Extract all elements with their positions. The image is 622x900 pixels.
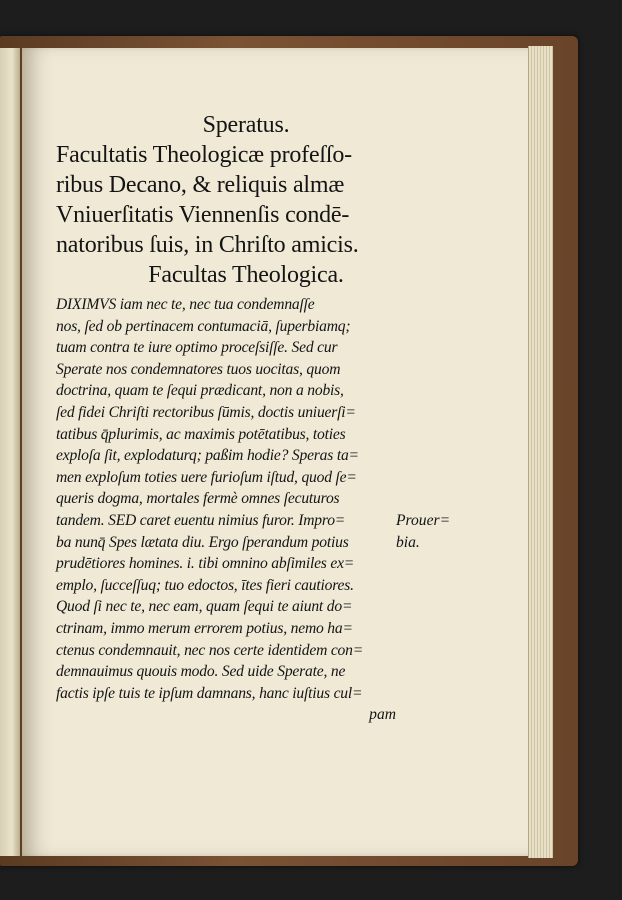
text-line: tandem. SED caret euentu nimius furor. Impro= <box>56 511 346 529</box>
page-content <box>56 110 396 726</box>
address-line: Vniuerſitatis Viennenſis condē- <box>56 202 350 228</box>
text-line: nos, ſed ob pertinacem contumaciā, ſuperbiamq; <box>56 317 351 335</box>
text-line: tuam contra te iure optimo proceſsiſſe. Sed cur <box>56 339 338 357</box>
text-line: emplo, ſucceſſuq; tuo edoctos, ītes fieri cautiores. <box>56 576 354 594</box>
page-stack-edge <box>528 46 553 858</box>
address-line: ribus Decano, & reliquis almæ <box>56 172 345 198</box>
address-line: Facultatis Theologicæ profeſſo- <box>56 142 352 168</box>
section-subtitle: Facultas Theologica. <box>148 262 344 288</box>
body-text <box>56 294 396 704</box>
text-line: Quod ſi nec te, nec eam, quam ſequi te aiunt do= <box>56 598 353 616</box>
text-line: exploſa ſit, explodaturq; paßim hodie? Speras ta= <box>56 447 359 465</box>
text-line: factis ipſe tuis te ipſum damnans, hanc iuſtius cul= <box>56 684 363 702</box>
marginal-note-line: Prouer= <box>396 512 451 529</box>
text-line: ctrinam, immo merum errorem potius, nemo ha= <box>56 619 353 637</box>
text-line: doctrina, quam te ſequi prædicant, non a nobis, <box>56 382 344 400</box>
marginal-note <box>396 510 450 553</box>
text-line: tatibus q̄plurimis, ac maximis potētatibus, toties <box>56 425 346 443</box>
text-line: ctenus condemnauit, nec nos certe identidem con= <box>56 641 364 659</box>
address-heading <box>56 140 396 260</box>
text-line: DIXIMVS iam nec te, nec tua condemnaſſe <box>56 296 315 313</box>
text-line: queris dogma, mortales fermè omnes ſecuturos <box>56 490 340 508</box>
text-line: ſed fidei Chriſti rectoribus ſūmis, doctis uniuerſi= <box>56 403 356 421</box>
text-line: demnauimus quouis modo. Sed uide Sperate, ne <box>56 663 346 681</box>
text-line: Sperate nos condemnatores tuos uocitas, quom <box>56 360 341 378</box>
facing-page-edge <box>0 48 20 856</box>
page-title: Speratus. <box>202 112 290 138</box>
catchword: pam <box>369 706 396 724</box>
address-line: natoribus ſuis, in Chriſto amicis. <box>56 232 359 258</box>
marginal-note-line: bia. <box>396 533 420 551</box>
text-line: ba nunq̄ Spes lætata diu. Ergo ſperandum potius <box>56 533 349 551</box>
text-line: prudētiores homines. i. tibi omnino abſimiles ex= <box>56 555 355 573</box>
text-line: men exploſum toties uere furioſum iſtud, quod ſe= <box>56 468 357 486</box>
